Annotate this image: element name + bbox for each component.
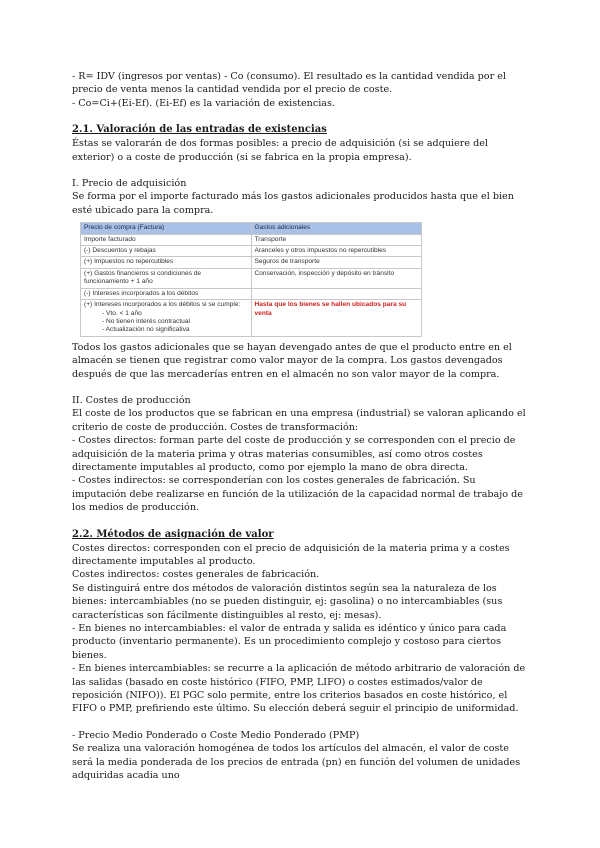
paragraph: El coste de los productos que se fabrican en una empresa (industrial) se valoran aplicando el criterio de coste de producción. Costes de transformación: [72,408,526,433]
table-row [81,288,422,299]
table-row [81,234,422,245]
table-cell: (-) Descuentos y rebajas [81,246,252,257]
section-heading: 2.2. Métodos de asignación de valor [72,528,274,540]
paragraph: - Costes directos: forman parte del coste de producción y se corresponden con el precio de adquisición de la materia prima y otras materias consumibles, así como otros costes directamente imputables al producto, como por ejemplo la mano de obra directa. [72,435,516,473]
subsection-title: I. Precio de adquisición [72,178,187,190]
table-cell: Seguros de transporte [251,257,422,268]
paragraph: - En bienes intercambiables: se recurre a la aplicación de método arbitrario de valoración de las salidas (basado en coste histórico (FIFO, PMP, LIFO) o costes estimados/valor de reposición (NIFO)). El PGC solo permite, entre los criterios basados en coste histórico, el FIFO o PMP, prefiriendo este último. Su elección deberá seguir el principio de uniformidad. [72,663,526,715]
table-cell [251,288,422,299]
paragraph: Costes directos: corresponden con el precio de adquisición de la materia prima y a costes directamente imputables al producto. [72,542,510,567]
paragraph: Todos los gastos adicionales que se hayan devengado antes de que el producto entre en el almacén se tienen que registrar como valor mayor de la compra. Los gastos devengados después de que las mercaderías entren en el almacén no son valor mayor de la compra. [72,341,512,380]
section-heading: 2.1. Valoración de las entradas de existencias [72,124,327,136]
table-cell: Importe facturado [81,234,252,245]
table-cell: Transporte [251,234,422,245]
cost-table [80,222,422,336]
table-row [81,268,422,288]
paragraph: Éstas se valorarán de dos formas posibles: a precio de adquisición (si se adquiere del exterior) o a coste de producción (si se fabrica en la propia empresa). [72,138,488,163]
page-content [72,70,528,783]
table-cell: (-) Intereses incorporados a los débitos [81,288,252,299]
table-header-cell: Gastos adicionales [251,223,422,234]
table-cell: Conservación, inspección y depósito en tránsito [251,268,422,288]
table-row [81,246,422,257]
table-cell: (+) Gastos financieros si condiciones de funcionamiento + 1 año [81,268,252,288]
subsection-title: - Precio Medio Ponderado o Coste Medio Ponderado (PMP) [72,729,360,741]
table-row [81,257,422,268]
paragraph: Se forma por el importe facturado más los gastos adicionales producidos hasta que el bien esté ubicado para la compra. [72,191,514,216]
table-cell-text: (+) Intereses incorporados a los débitos si se cumple: [84,301,241,309]
table-cell: (+) Impuestos no repercutibles [81,257,252,268]
table-cell: Aranceles y otros impuestos no repercutibles [251,246,422,257]
paragraph: - En bienes no intercambiables: el valor de entrada y salida es idéntico y único para cada producto (inventario permanente). Es un procedimiento complejo y costoso para ciertos bienes. [72,623,507,661]
table-header-cell: Precio de compra (Factura) [81,223,252,234]
table-cell-subitem: - No tienen interés contractual [102,317,190,325]
table-row [81,300,422,337]
paragraph: Se realiza una valoración homogénea de todos los artículos del almacén, el valor de coste será la media ponderada de los precios de entrada (pn) en función del volumen de unidades adquiridas acadia uno [72,743,521,782]
subsection-title: II. Costes de producción [72,394,191,406]
table-cell [251,300,422,337]
paragraph: - Costes indirectos: se corresponderían con los costes generales de fabricación. Su imputación debe realizarse en función de la utilización de la capacidad normal de trabajo de los medios de producción. [72,475,523,514]
paragraph: Se distinguirá entre dos métodos de valoración distintos según sea la naturaleza de los bienes: intercambiables (no se pueden distinguir, ej: gasolina) o no intercambiables (sus características son fácilmente distinguibles al resto, ej: mesas). [72,582,503,621]
paragraph: - Co=Ci+(Ei-Ef). (Ei-Ef) es la variación de existencias. [72,97,335,109]
paragraph: Costes indirectos: costes generales de fabricación. [72,569,320,581]
table-cell-subitem: - Actualización no significativa [102,326,190,334]
table-header-row [81,223,422,234]
table-cell [81,300,252,337]
paragraph: - R= IDV (ingresos por ventas) - Co (consumo). El resultado es la cantidad vendida por el precio de venta menos la cantidad vendida por el precio de coste. [72,71,506,96]
table-cell-subitem: - Vto. < 1 año [102,309,142,317]
table-cell-highlight: Hasta que los bienes se hallen ubicados para su venta [254,301,407,317]
